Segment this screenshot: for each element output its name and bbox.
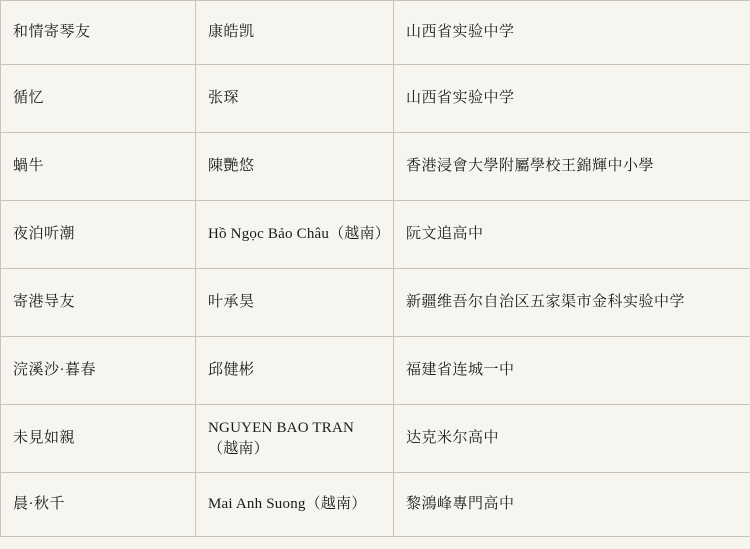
cell-author-name: 邱健彬 xyxy=(196,337,394,405)
cell-work-title: 和情寄琴友 xyxy=(1,1,196,65)
table-row xyxy=(1,201,750,269)
cell-school: 福建省连城一中 xyxy=(394,337,750,405)
table-row xyxy=(1,405,750,473)
table-row xyxy=(1,1,750,65)
cell-school: 阮文追高中 xyxy=(394,201,750,269)
cell-author-name: NGUYEN BAO TRAN（越南） xyxy=(196,405,394,473)
cell-work-title: 蝸牛 xyxy=(1,133,196,201)
table-row xyxy=(1,473,750,537)
table-body xyxy=(1,1,750,537)
table-row xyxy=(1,133,750,201)
cell-work-title: 晨·秋千 xyxy=(1,473,196,537)
cell-author-name: 陳艷悠 xyxy=(196,133,394,201)
cell-work-title: 寄港导友 xyxy=(1,269,196,337)
cell-author-name: Mai Anh Suong（越南） xyxy=(196,473,394,537)
cell-work-title: 浣溪沙·暮春 xyxy=(1,337,196,405)
table-row xyxy=(1,269,750,337)
cell-school: 新疆维吾尔自治区五家渠市金科实验中学 xyxy=(394,269,750,337)
cell-school: 山西省实验中学 xyxy=(394,1,750,65)
cell-work-title: 夜泊听潮 xyxy=(1,201,196,269)
cell-school: 山西省实验中学 xyxy=(394,65,750,133)
cell-author-name: Hồ Ngọc Bảo Châu（越南） xyxy=(196,201,394,269)
cell-author-name: 张琛 xyxy=(196,65,394,133)
cell-author-name: 康皓凯 xyxy=(196,1,394,65)
cell-author-name: 叶承昊 xyxy=(196,269,394,337)
cell-work-title: 未見如親 xyxy=(1,405,196,473)
table-row xyxy=(1,65,750,133)
cell-school: 黎鴻峰專門高中 xyxy=(394,473,750,537)
cell-school: 达克米尔高中 xyxy=(394,405,750,473)
table-row xyxy=(1,337,750,405)
cell-work-title: 循忆 xyxy=(1,65,196,133)
cell-school: 香港浸會大學附屬學校王錦輝中小學 xyxy=(394,133,750,201)
